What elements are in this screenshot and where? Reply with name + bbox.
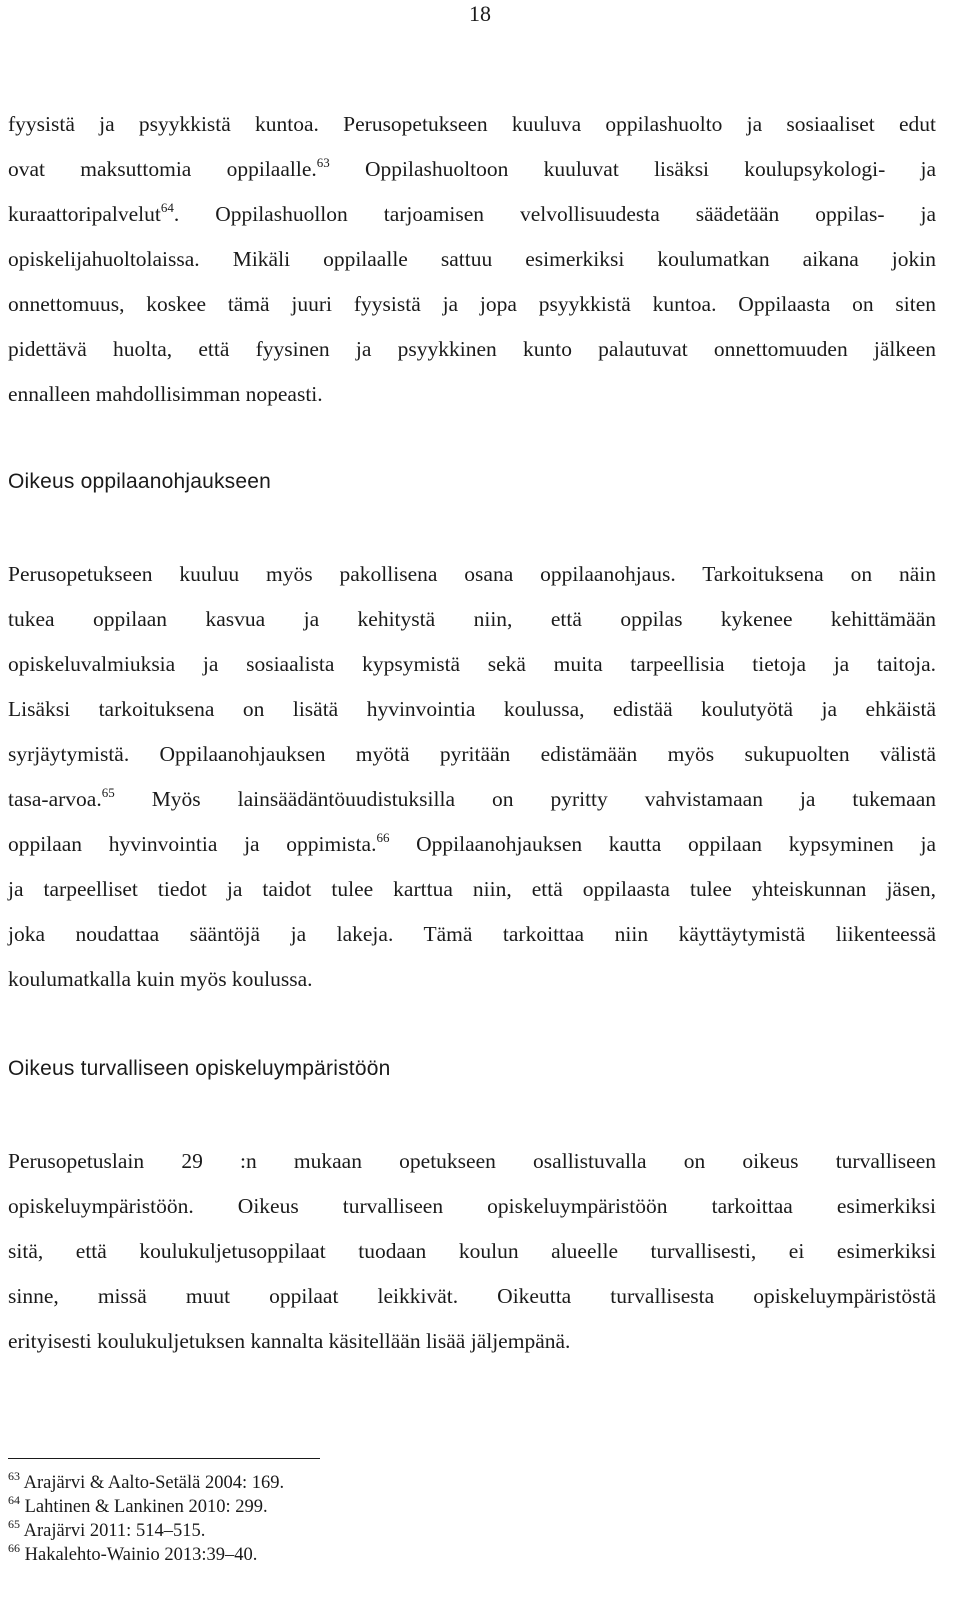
footnote-number: 66 [8, 1541, 20, 1555]
page-number: 18 [469, 1, 491, 26]
footnote-separator [8, 1458, 320, 1459]
paragraph-line [8, 785, 936, 813]
paragraph-line [8, 200, 936, 228]
footnote [8, 1517, 206, 1542]
footnote-text: Arajärvi 2011: 514–515. [23, 1521, 206, 1541]
footnote-number: 63 [8, 1469, 20, 1483]
text-segment: ovat maksuttomia oppilaalle. [8, 157, 317, 181]
paragraph-line: sinne, missä muut oppilaat leikkivät. Oikeutta turvallisesta opiskeluympäristöstä [8, 1284, 936, 1308]
paragraph-line: syrjäytymistä. Oppilaanohjauksen myötä pyritään edistämään myös sukupuolten välistä [8, 742, 936, 766]
paragraph-line: fyysistä ja psyykkistä kuntoa. Perusopetukseen kuuluva oppilashuolto ja sosiaaliset edut [8, 112, 936, 136]
text-segment: Oppilaanohjauksen kautta oppilaan kypsyminen ja [389, 832, 937, 856]
footnote-text: Hakalehto-Wainio 2013:39–40. [24, 1545, 258, 1565]
paragraph-line: opiskeluvalmiuksia ja sosiaalista kypsymistä sekä muita tarpeellisia tietoja ja taitoja. [8, 652, 936, 676]
paragraph-line: erityisesti koulukuljetuksen kannalta käsitellään lisää jäljempänä. [8, 1329, 571, 1353]
footnote [8, 1541, 258, 1566]
footnote-text: Lahtinen & Lankinen 2010: 299. [24, 1497, 268, 1517]
paragraph-line: ja tarpeelliset tiedot ja taidot tulee karttua niin, että oppilaasta tulee yhteiskunnan jäsen, [8, 877, 936, 901]
footnote [8, 1493, 268, 1518]
paragraph-line: Lisäksi tarkoituksena on lisätä hyvinvointia koulussa, edistää koulutyötä ja ehkäistä [8, 697, 936, 721]
paragraph-line: Perusopetukseen kuuluu myös pakollisena osana oppilaanohjaus. Tarkoituksena on näin [8, 562, 936, 586]
text-segment: kuraattoripalvelut [8, 202, 161, 226]
footnote-number: 64 [8, 1493, 20, 1507]
paragraph-line: joka noudattaa sääntöjä ja lakeja. Tämä tarkoittaa niin käyttäytymistä liikenteessä [8, 922, 936, 946]
paragraph-line: tukea oppilaan kasvua ja kehitystä niin, että oppilas kykenee kehittämään [8, 607, 936, 631]
paragraph-line: onnettomuus, koskee tämä juuri fyysistä ja jopa psyykkistä kuntoa. Oppilaasta on siten [8, 292, 936, 316]
footnote [8, 1469, 285, 1494]
text-segment: Oppilashuoltoon kuuluvat lisäksi koulupsykologi- ja [329, 157, 937, 181]
footnote-ref: 63 [316, 155, 330, 170]
text-segment: oppilaan hyvinvointia ja oppimista. [8, 832, 377, 856]
text-segment: Myös lainsäädäntöuudistuksilla on pyritty vahvistamaan ja tukemaan [114, 787, 936, 811]
paragraph-line: opiskeluympäristöön. Oikeus turvalliseen opiskeluympäristöön tarkoittaa esimerkiksi [8, 1194, 936, 1218]
footnote-ref: 64 [160, 200, 174, 215]
paragraph-line: ennalleen mahdollisimman nopeasti. [8, 382, 323, 406]
paragraph-line: pidettävä huolta, että fyysinen ja psyykkinen kunto palautuvat onnettomuuden jälkeen [8, 337, 936, 361]
paragraph-line: sitä, että koulukuljetusoppilaat tuodaan koulun alueelle turvallisesti, ei esimerkiksi [8, 1239, 936, 1263]
paragraph-line [8, 155, 936, 183]
text-segment: . Oppilashuollon tarjoamisen velvollisuudesta säädetään oppilas- ja [173, 202, 936, 226]
section-heading: Oikeus oppilaanohjaukseen [8, 470, 272, 493]
paragraph-line: Perusopetuslain 29 :n mukaan opetukseen osallistuvalla on oikeus turvalliseen [8, 1149, 936, 1173]
footnote-ref: 65 [101, 785, 115, 800]
section-heading: Oikeus turvalliseen opiskeluympäristöön [8, 1057, 391, 1080]
footnote-number: 65 [8, 1517, 20, 1531]
text-segment: tasa-arvoa. [8, 787, 102, 811]
footnote-ref: 66 [376, 830, 390, 845]
footnote-text: Arajärvi & Aalto-Setälä 2004: 169. [23, 1473, 285, 1493]
paragraph-line: opiskelijahuoltolaissa. Mikäli oppilaalle sattuu esimerkiksi koulumatkan aikana jokin [8, 247, 936, 271]
paragraph-line [8, 830, 936, 858]
paragraph-line: koulumatkalla kuin myös koulussa. [8, 967, 313, 991]
